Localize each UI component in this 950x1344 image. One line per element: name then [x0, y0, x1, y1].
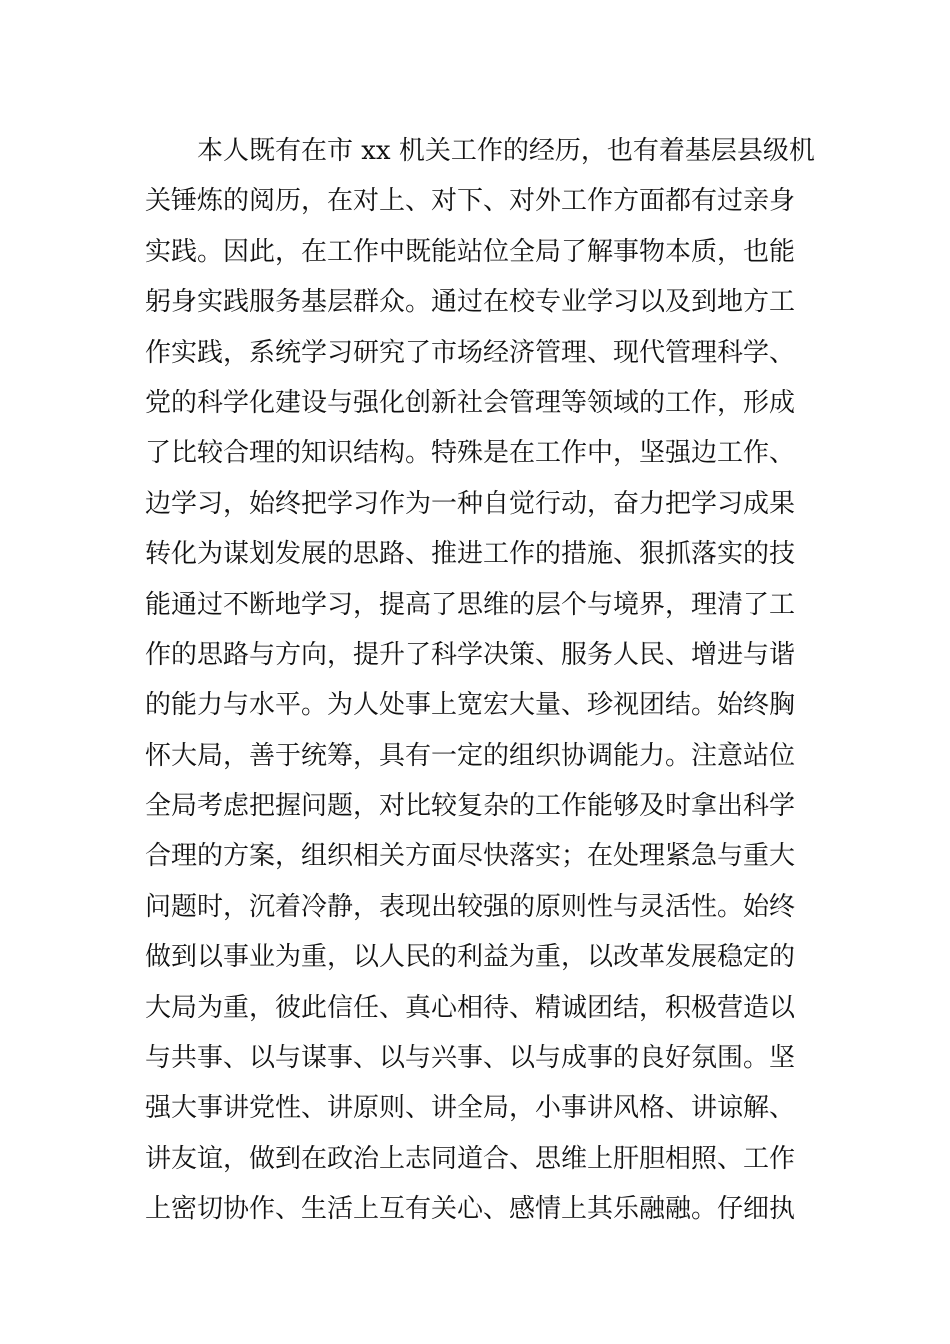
text-line: 党的科学化建设与强化创新社会管理等领域的工作，形成	[145, 387, 796, 418]
text-line: 合理的方案，组织相关方面尽快落实；在处理紧急与重大	[145, 841, 796, 872]
text-line: 本人既有在市 xx 机关工作的经历，也有着基层县级机	[197, 136, 815, 166]
text-line: 怀大局，善于统筹，具有一定的组织协调能力。注意站位	[145, 740, 796, 771]
text-line: 大局为重，彼此信任、真心相待、精诚团结，积极营造以	[145, 992, 796, 1023]
text-line: 能通过不断地学习，提高了思维的层个与境界，理清了工	[145, 589, 796, 620]
body-paragraph	[145, 126, 825, 1235]
text-line: 边学习，始终把学习作为一种自觉行动，奋力把学习成果	[145, 488, 796, 519]
text-line: 转化为谋划发展的思路、推进工作的措施、狠抓落实的技	[145, 539, 796, 570]
text-line: 与共事、以与谋事、以与兴事、以与成事的良好氛围。坚	[145, 1043, 796, 1074]
text-line: 作的思路与方向，提升了科学决策、服务人民、增进与谐	[145, 639, 796, 670]
text-line: 讲友谊，做到在政治上志同道合、思维上肝胆相照、工作	[145, 1143, 796, 1174]
text-line: 了比较合理的知识结构。特殊是在工作中，坚强边工作、	[145, 438, 796, 469]
text-line: 的能力与水平。为人处事上宽宏大量、珍视团结。始终胸	[145, 690, 796, 721]
text-line: 全局考虑把握问题，对比较复杂的工作能够及时拿出科学	[145, 791, 796, 822]
text-line: 关锤炼的阅历，在对上、对下、对外工作方面都有过亲身	[145, 186, 796, 217]
text-line: 强大事讲党性、讲原则、讲全局，小事讲风格、讲谅解、	[145, 1093, 796, 1124]
text-line: 作实践，系统学习研究了市场经济管理、现代管理科学、	[145, 337, 796, 368]
text-line: 实践。因此，在工作中既能站位全局了解事物本质，也能	[145, 236, 796, 267]
text-line: 上密切协作、生活上互有关心、感情上其乐融融。仔细执	[145, 1194, 796, 1225]
text-line: 躬身实践服务基层群众。通过在校专业学习以及到地方工	[145, 287, 796, 318]
text-line: 做到以事业为重，以人民的利益为重，以改革发展稳定的	[145, 942, 796, 973]
text-line: 问题时，沉着冷静，表现出较强的原则性与灵活性。始终	[145, 891, 796, 922]
